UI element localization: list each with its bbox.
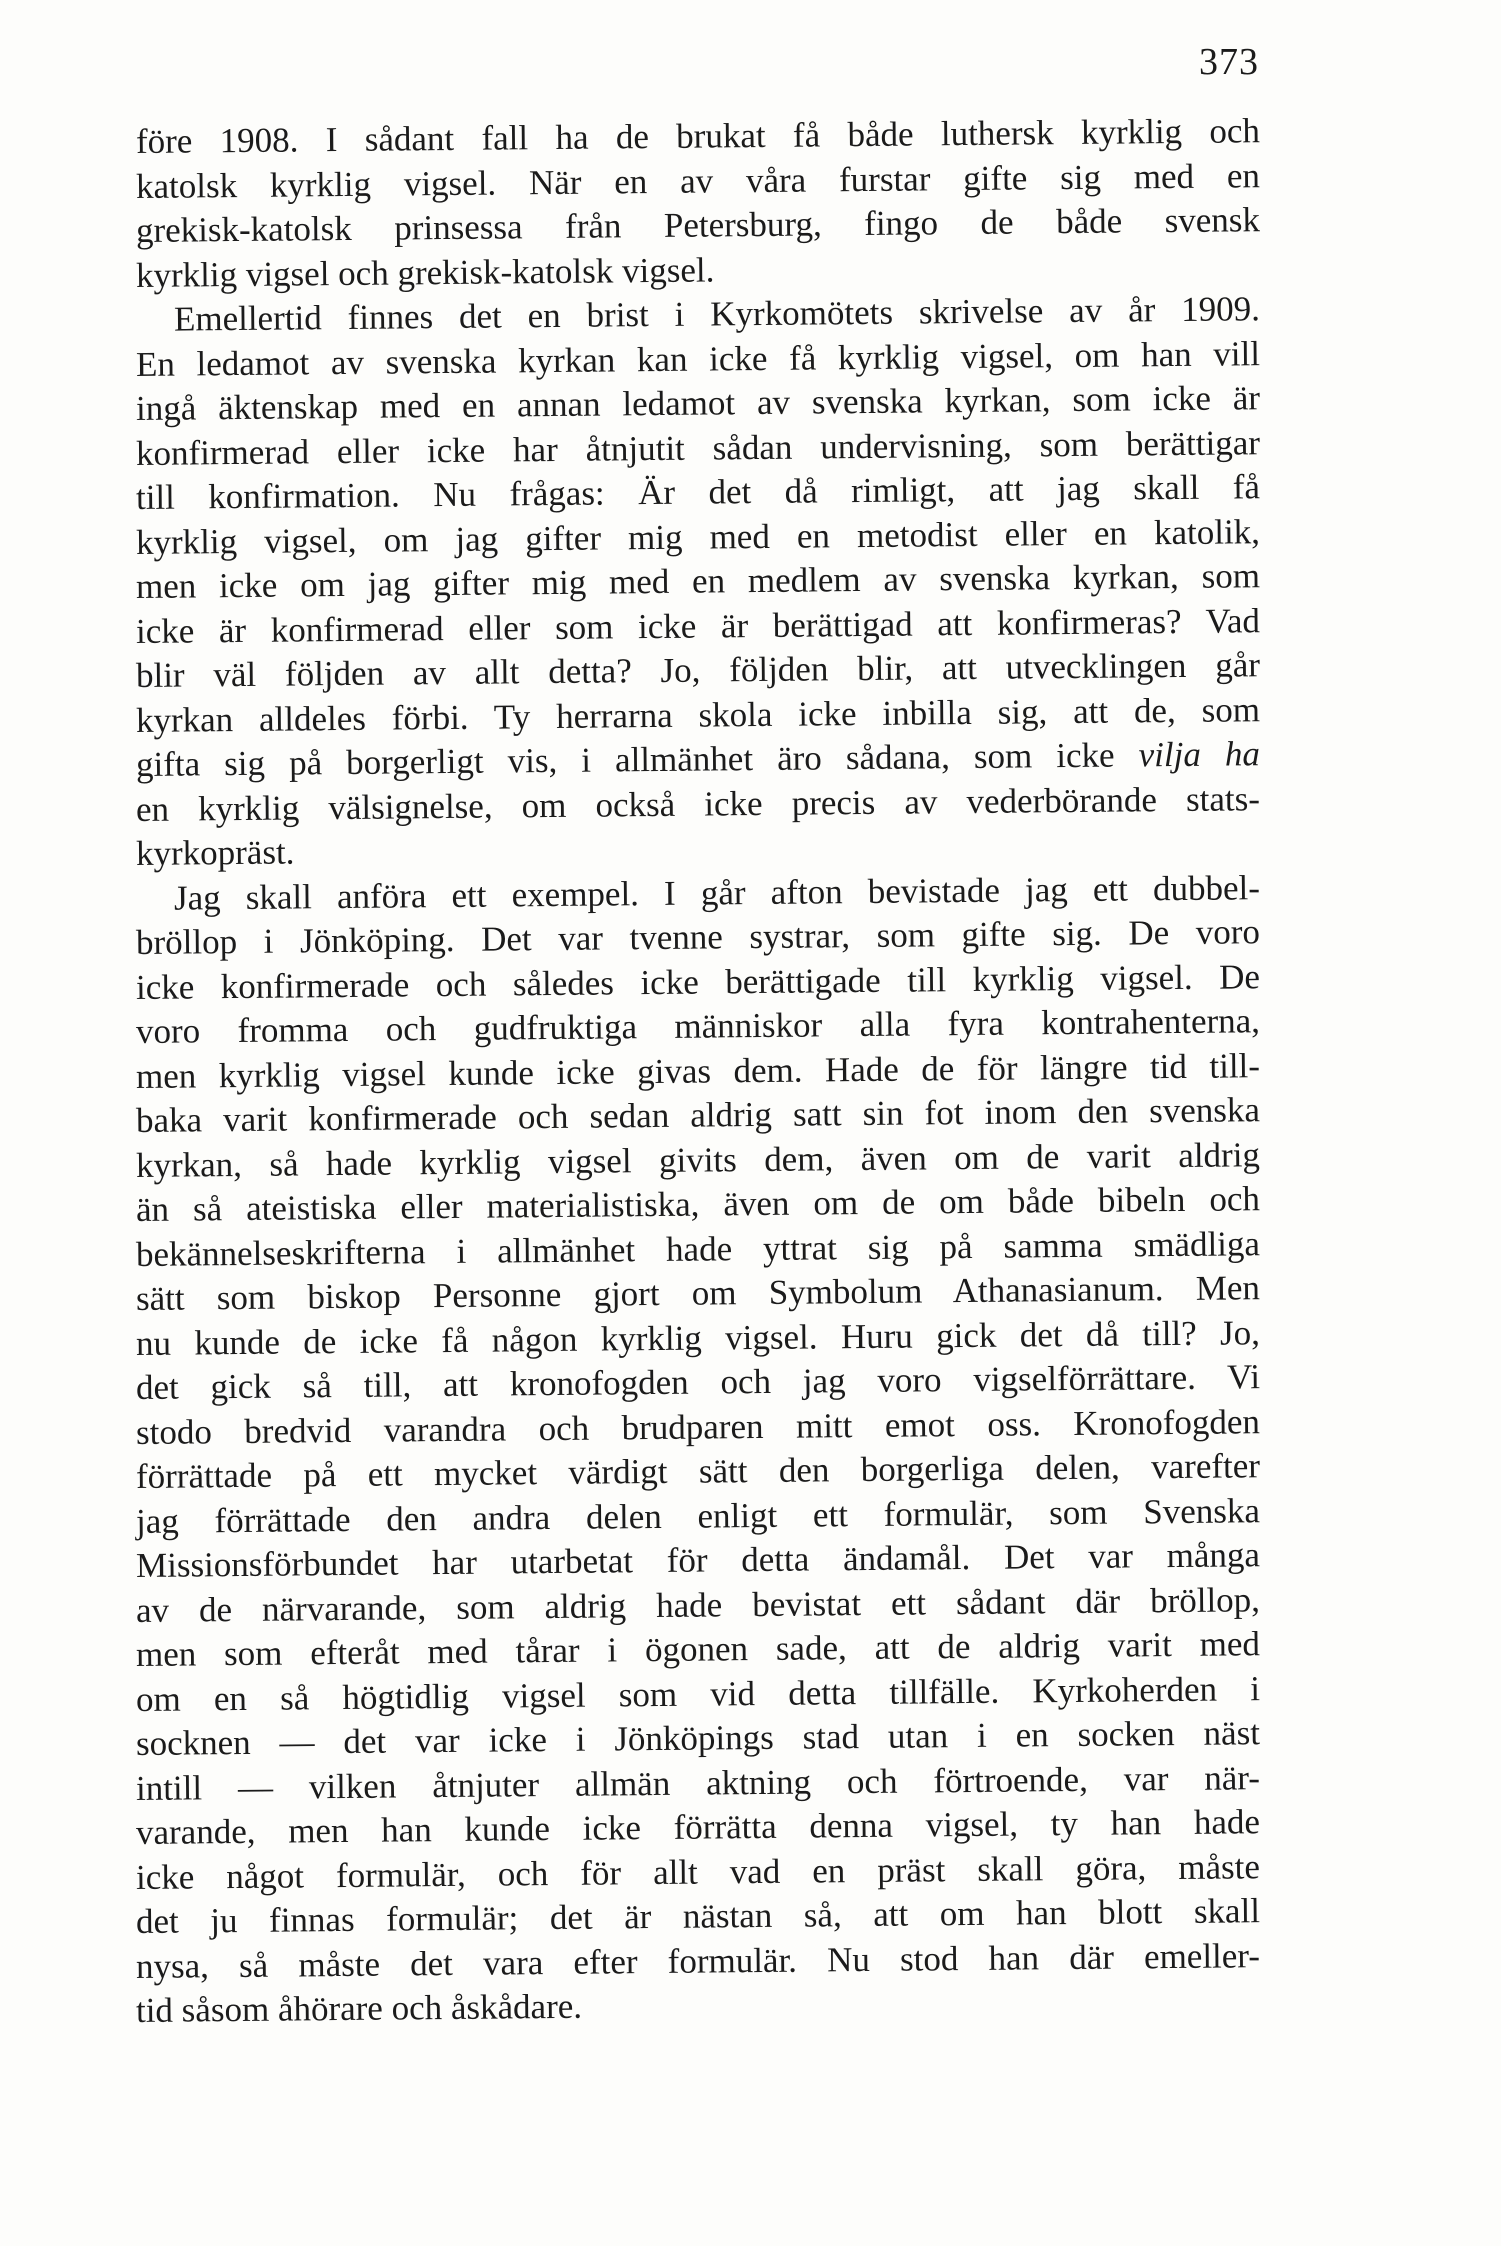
text-line-content: kyrkan, så hade kyrklig vigsel givits dem, även om de varit aldrig (135, 1134, 1261, 1185)
text-line-content: icke är konfirmerad eller som icke är berättigad att konfirmeras? Vad (135, 600, 1261, 651)
text-line-content: till konfirmation. Nu frågas: Är det då rimligt, att jag skall få (135, 467, 1261, 517)
page-number: 373 (1199, 41, 1259, 83)
text-line-content: om en så högtidlig vigsel som vid detta tillfälle. Kyrkoherden i (135, 1668, 1261, 1719)
text-line-content: nysa, så måste det vara efter formulär. Nu stod han där emeller- (135, 1935, 1261, 1986)
text-line-content: förrättade på ett mycket värdigt sätt den borgerliga delen, varefter (135, 1446, 1261, 1496)
text-line-content: bekännelseskrifterna i allmänhet hade yttrat sig på samma smädliga (135, 1223, 1261, 1274)
text-line-content: icke något formulär, och för allt vad en präst skall göra, måste (135, 1846, 1261, 1897)
text-line-content: Missionsförbundet har utarbetat för detta ändamål. Det var många (135, 1535, 1261, 1585)
text-line-content: grekisk-katolsk prinsessa från Petersburg, fingo de både svensk (135, 200, 1261, 250)
text-line-content: baka varit konfirmerade och sedan aldrig satt sin fot inom den svenska (135, 1090, 1261, 1140)
text-line-content: socknen — det var icke i Jönköpings stad utan i en socken näst (135, 1713, 1261, 1763)
text-line-content: än så ateistiska eller materialistiska, även om de om både bibeln och (135, 1179, 1261, 1229)
text-line-content: bröllop i Jönköping. Det var tvenne systrar, som gifte sig. De voro (135, 912, 1261, 962)
body-text (135, 111, 1261, 2034)
text-line-content: intill — vilken åtnjuter allmän aktning och förtroende, var när- (135, 1757, 1261, 1808)
text-line-content: men som efteråt med tårar i ögonen sade, att de aldrig varit med (135, 1624, 1261, 1674)
text-line-content: kyrkan alldeles förbi. Ty herrarna skola icke inbilla sig, att de, som (135, 689, 1261, 740)
text-line-content: av de närvarande, som aldrig hade bevistat ett sådant där bröllop, (135, 1579, 1261, 1630)
text-line-content: icke konfirmerade och således icke berättigade till kyrklig vigsel. De (135, 956, 1261, 1007)
text-line-content: det ju finnas formulär; det är nästan så, att om han blott skall (135, 1891, 1261, 1941)
text-line-content: katolsk kyrklig vigsel. När en av våra furstar gifte sig med en (135, 155, 1261, 206)
text-line-content: det gick så till, att kronofogden och jag voro vigselförrättare. Vi (135, 1357, 1261, 1407)
text-line-content: sätt som biskop Personne gjort om Symbolum Athanasianum. Men (135, 1268, 1261, 1318)
text-line-content: kyrkopräst. (135, 832, 295, 873)
text-line-content: men kyrklig vigsel kunde icke givas dem. Hade de för längre tid till- (135, 1045, 1261, 1096)
text-line-content: blir väl följden av allt detta? Jo, följden blir, att utvecklingen går (135, 645, 1261, 695)
text-line-content: ingå äktenskap med en annan ledamot av svenska kyrkan, som icke är (135, 378, 1261, 428)
text-line-content: nu kunde de icke få någon kyrklig vigsel. Huru gick det då till? Jo, (135, 1312, 1261, 1363)
emphasized-text: vilja ha (1138, 734, 1261, 775)
text-line-content: En ledamot av svenska kyrkan kan icke få kyrklig vigsel, om han vill (135, 333, 1261, 384)
text-line-content: Jag skall anföra ett exempel. I går afton bevistade jag ett dubbel- (173, 867, 1261, 918)
text-line-content: tid såsom åhörare och åskådare. (135, 1986, 583, 2030)
text-line-content: varande, men han kunde icke förrätta denna vigsel, ty han hade (135, 1802, 1261, 1852)
text-line-content: jag förrättade den andra delen enligt ett formulär, som Svenska (135, 1490, 1261, 1541)
text-line-content: stodo bredvid varandra och brudparen mitt emot oss. Kronofogden (135, 1401, 1261, 1452)
text-line-content: före 1908. I sådant fall ha de brukat få både luthersk kyrklig och (135, 111, 1261, 161)
text-line-content: en kyrklig välsignelse, om också icke precis av vederbörande stats- (135, 778, 1261, 829)
text-line-content: Emellertid finnes det en brist i Kyrkomötets skrivelse av år 1909. (173, 289, 1261, 339)
text-line (136, 1978, 1260, 2033)
text-line-content: kyrklig vigsel och grekisk-katolsk vigsel. (135, 249, 715, 295)
text-line-content: kyrklig vigsel, om jag gifter mig med en metodist eller en katolik, (135, 511, 1261, 562)
text-line-content: men icke om jag gifter mig med en medlem av svenska kyrkan, som (135, 556, 1261, 606)
text-line-content: gifta sig på borgerligt vis, i allmänhet äro sådana, som icke (135, 735, 1139, 784)
text-line-content: voro fromma och gudfruktiga människor alla fyra kontrahenterna, (135, 1001, 1261, 1051)
text-line-content: konfirmerad eller icke har åtnjutit sådan undervisning, som berättigar (135, 422, 1261, 473)
